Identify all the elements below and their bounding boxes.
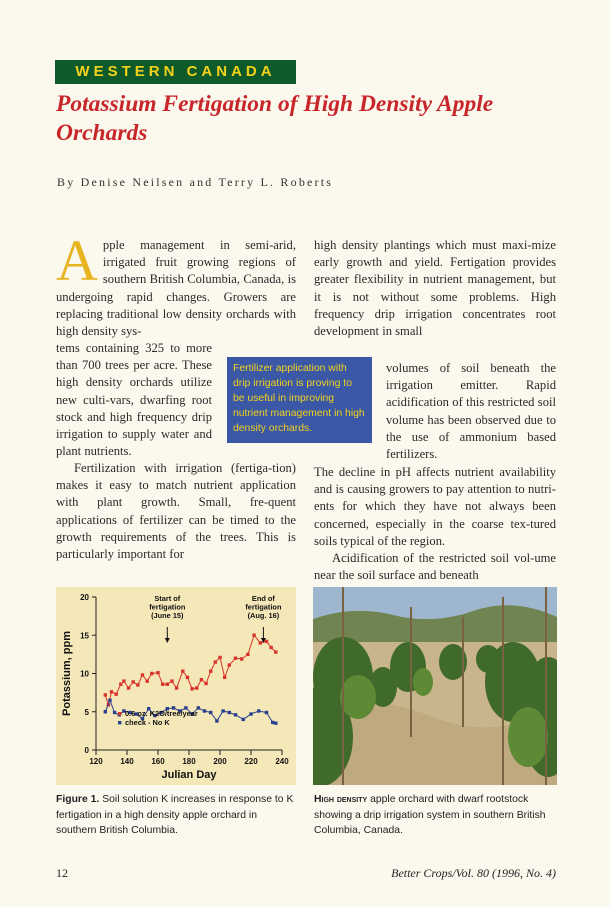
x-tick-label: 180: [182, 757, 196, 766]
data-point: [265, 711, 268, 714]
journal-footer: Better Crops/Vol. 80 (1996, No. 4): [391, 866, 556, 880]
data-point: [271, 721, 274, 724]
data-point: [175, 686, 178, 689]
data-point: [104, 710, 107, 713]
data-point: [252, 634, 255, 637]
data-point: [218, 656, 221, 659]
data-point: [242, 718, 245, 721]
data-point: [265, 640, 268, 643]
left-column-lower: [56, 460, 296, 563]
data-point: [136, 683, 139, 686]
right-column-upper: [314, 237, 556, 340]
paragraph-2-continued-b: volumes of soil beneath the irrigation emitter. Rapid acidification of this restricted soil volume has been observed due to the use of ammonium based fertilizers.: [386, 361, 556, 462]
paragraph-1b: tems containing 325 to more than 700 trees per acre. These high density orchards utilize new culti-vars, dwarfing root stock and high frequency drip irrigation to supply water and plant nutrients.: [56, 341, 212, 459]
x-tick-label: 160: [151, 757, 165, 766]
data-point: [195, 686, 198, 689]
annotation-text: Start of: [154, 594, 181, 603]
data-point: [141, 673, 144, 676]
data-point: [274, 650, 277, 653]
data-point: [161, 683, 164, 686]
data-point: [166, 683, 169, 686]
section-banner: WESTERN CANADA: [55, 60, 296, 84]
data-point: [190, 687, 193, 690]
data-point: [150, 672, 153, 675]
paragraph-2: Fertilization with irrigation (fertiga-tion) makes it easy to match nutrient application with plant growth. Small, fre-quent applications of fertilizer can be timed to the growth requirements of the trees. This is particularly important for: [56, 461, 296, 562]
drop-cap: A: [56, 228, 98, 293]
annotation-text: End of: [251, 594, 275, 603]
data-point: [203, 709, 206, 712]
data-point: [186, 676, 189, 679]
data-point: [119, 683, 122, 686]
paragraph-1a: pple management in semi-arid, irrigated fruit growing regions of southern British Columbia, Canada, is undergoing rapid changes. Growers are replacing traditional low density orchards with high density sys-: [56, 238, 296, 339]
y-axis-label: Potassium, ppm: [61, 631, 73, 716]
data-point: [114, 692, 117, 695]
data-point: [122, 679, 125, 682]
annotation-text: (Aug. 16): [247, 611, 280, 620]
figure-1-chart: [56, 587, 296, 785]
data-point: [223, 676, 226, 679]
data-point: [108, 699, 111, 702]
left-column-narrow: [56, 340, 212, 460]
orchard-image: [313, 587, 557, 785]
figure-caption: [56, 792, 298, 839]
data-point: [170, 679, 173, 682]
legend-marker: [118, 721, 121, 724]
x-tick-label: 200: [213, 757, 227, 766]
series-line-0: [105, 635, 275, 705]
x-tick-label: 120: [89, 757, 103, 766]
x-tick-label: 140: [120, 757, 134, 766]
data-point: [200, 678, 203, 681]
legend-label: 0.6 oz. K2O/tree/year: [125, 709, 198, 718]
data-point: [269, 646, 272, 649]
data-point: [221, 709, 224, 712]
data-point: [214, 660, 217, 663]
annotation-text: (June 15): [151, 611, 184, 620]
y-tick-label: 10: [80, 669, 89, 679]
right-column-lower: [314, 464, 556, 584]
data-point: [209, 711, 212, 714]
left-column-upper: [56, 228, 296, 340]
data-point: [181, 670, 184, 673]
orchard-photo: [313, 587, 557, 785]
annotation-text: fertigation: [149, 602, 186, 612]
x-tick-label: 240: [275, 757, 289, 766]
data-point: [110, 690, 113, 693]
page-number: 12: [56, 866, 68, 880]
y-tick-label: 5: [84, 707, 89, 717]
y-tick-label: 0: [84, 746, 89, 755]
article-title: Potassium Fertigation of High Density Apple Orchards: [56, 91, 494, 146]
legend-label: check - No K: [125, 718, 170, 727]
paragraph-2-continued: high density plantings which must maxi-mize early growth and yield. Fertigation provides greater flexibility in nutrient management, but it is not without some problems. High frequency drip irrigation concentrates root development in small: [314, 238, 556, 339]
byline: By Denise Neilsen and Terry L. Roberts: [57, 175, 334, 189]
y-tick-label: 15: [80, 631, 89, 641]
data-point: [257, 709, 260, 712]
x-axis-label: Julian Day: [161, 769, 217, 781]
annotation-arrowhead: [165, 638, 170, 643]
data-point: [113, 711, 116, 714]
data-point: [249, 712, 252, 715]
data-point: [215, 719, 218, 722]
data-point: [127, 686, 130, 689]
right-column-narrow: [386, 360, 556, 463]
annotation-text: fertigation: [245, 602, 282, 612]
potassium-chart: [56, 587, 296, 785]
paragraph-2-continued-c: The decline in pH affects nutrient availability and is causing growers to pay attention to nutri-ents for which they have not always been concerned, especially in the coarse tex-tured soils typical of the region.: [314, 465, 556, 548]
data-point: [156, 671, 159, 674]
pull-quote: Fertilizer application with drip irrigation is proving to be useful in improving nutrient management in high density orchards.: [227, 357, 372, 443]
y-tick-label: 20: [80, 593, 89, 602]
data-point: [246, 653, 249, 656]
photo-caption-text: apple orchard with dwarf rootstock showing a drip irrigation system in southern British Columbia, Canada.: [314, 794, 546, 836]
data-point: [259, 641, 262, 644]
data-point: [228, 663, 231, 666]
data-point: [274, 722, 277, 725]
x-tick-label: 220: [244, 757, 258, 766]
data-point: [209, 670, 212, 673]
figure-label: Figure 1.: [56, 794, 100, 805]
legend-marker: [118, 712, 121, 715]
data-point: [240, 657, 243, 660]
data-point: [228, 711, 231, 714]
figure-caption-text: Soil solution K increases in response to K fertigation in a high density apple orchard in southern British Columbia.: [56, 794, 294, 836]
photo-caption-lead: High density: [314, 794, 368, 805]
data-point: [145, 679, 148, 682]
data-point: [204, 682, 207, 685]
data-point: [132, 680, 135, 683]
photo-caption: [314, 792, 558, 839]
paragraph-3: Acidification of the restricted soil vol-ume near the soil surface and beneath: [314, 551, 556, 583]
data-point: [234, 713, 237, 716]
data-point: [104, 693, 107, 696]
data-point: [234, 657, 237, 660]
